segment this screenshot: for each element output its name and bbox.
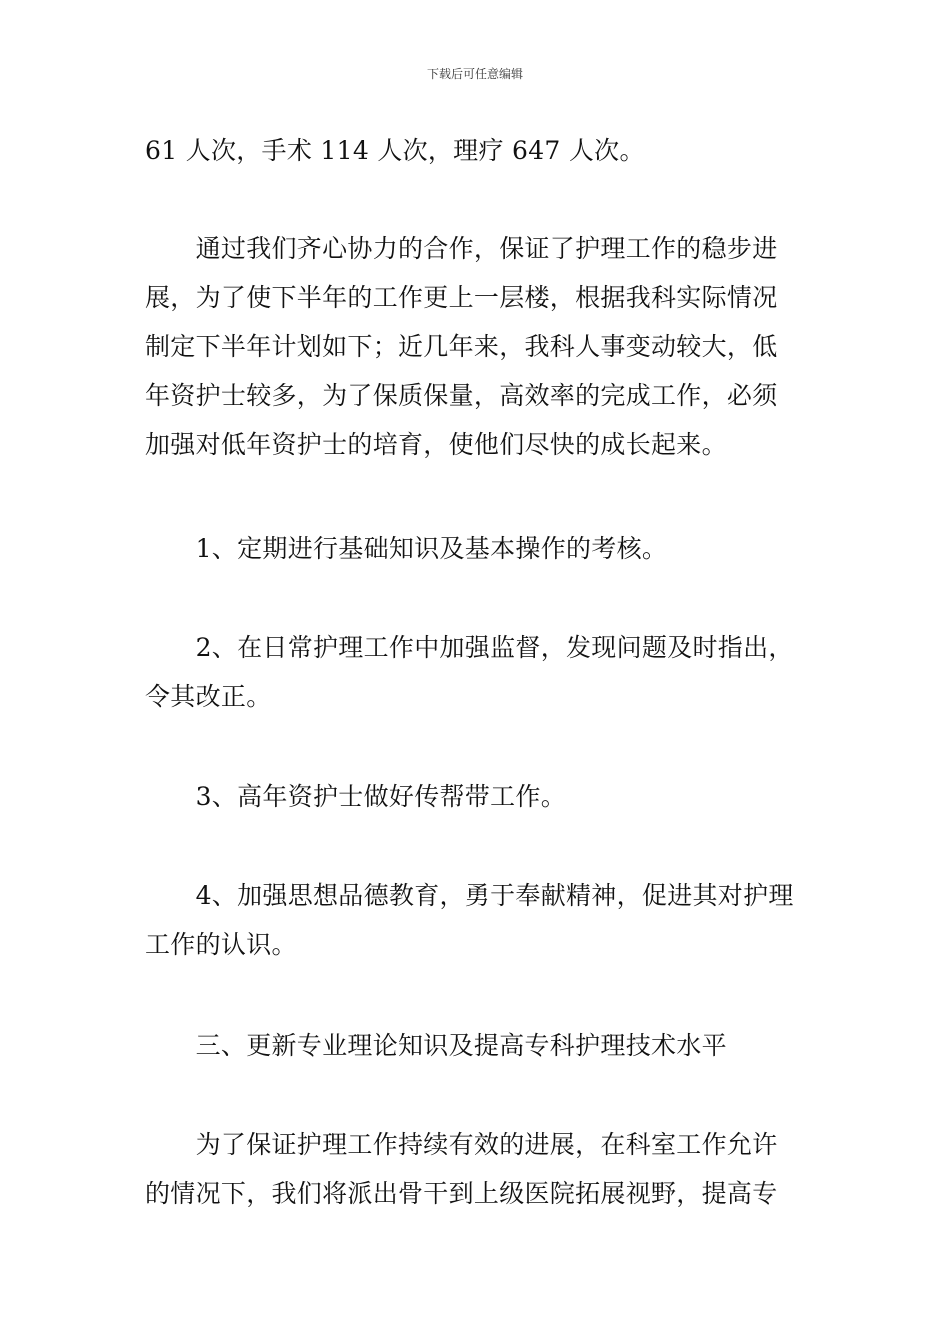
text-line: 61 人次，手术 114 人次，理疗 647 人次。 [145, 136, 645, 165]
paragraph-item-4 [145, 871, 810, 969]
text-line: 展，为了使下半年的工作更上一层楼，根据我科实际情况 [145, 283, 778, 312]
text-line: 令其改正。 [145, 682, 272, 711]
paragraph-training [145, 1120, 810, 1218]
paragraph-item-2 [145, 623, 810, 721]
text-line: 4、加强思想品德教育，勇于奉献精神，促进其对护理 [145, 881, 794, 910]
text-line: 制定下半年计划如下；近几年来，我科人事变动较大，低 [145, 332, 778, 361]
page-header-note: 下载后可任意编辑 [426, 67, 523, 81]
text-line: 加强对低年资护士的培育，使他们尽快的成长起来。 [145, 430, 727, 459]
section-heading-3 [145, 1021, 810, 1070]
text-line: 1、定期进行基础知识及基本操作的考核。 [145, 534, 668, 563]
text-line: 通过我们齐心协力的合作，保证了护理工作的稳步进 [145, 234, 778, 263]
text-line: 为了保证护理工作持续有效的进展，在科室工作允许 [145, 1130, 778, 1159]
text-line: 2、在日常护理工作中加强监督，发现问题及时指出， [145, 633, 794, 662]
text-line: 工作的认识。 [145, 930, 297, 959]
paragraph-item-1 [145, 524, 810, 573]
text-line: 三、更新专业理论知识及提高专科护理技术水平 [145, 1031, 727, 1060]
text-line: 的情况下，我们将派出骨干到上级医院拓展视野，提高专 [145, 1179, 778, 1208]
text-line: 年资护士较多，为了保质保量，高效率的完成工作，必须 [145, 381, 778, 410]
paragraph-statistics [145, 126, 810, 175]
paragraph-item-3 [145, 772, 810, 821]
paragraph-intro [145, 224, 810, 469]
text-line: 3、高年资护士做好传帮带工作。 [145, 782, 567, 811]
